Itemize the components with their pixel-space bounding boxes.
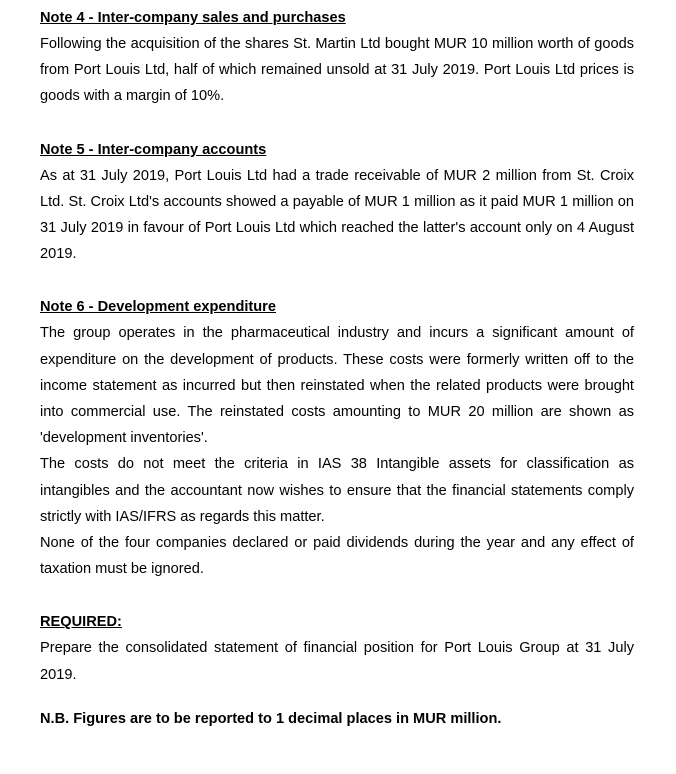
required-text: Prepare the consolidated statement of financial position for Port Louis Group at 31 July 2019. [40, 640, 634, 683]
required-heading: REQUIRED: [40, 614, 122, 631]
note-6-heading: Note 6 - Development expenditure [40, 299, 276, 316]
spacer [40, 110, 634, 137]
note-6-paragraph-3: None of the four companies declared or paid dividends during the year and any effect of taxation must be ignored. [40, 535, 634, 578]
spacer [40, 688, 634, 706]
note-4-heading: Note 4 - Inter-company sales and purchases [40, 10, 346, 26]
note-4-section [40, 5, 634, 110]
spacer [40, 582, 634, 609]
note-6-paragraph-1: The group operates in the pharmaceutical industry and incurs a significant amount of expenditure on the development of products. These costs were formerly written off to the income statement as incurred but then reinstated when the related products were brought into commercial use. The reinstated costs amounting to MUR 20 million are shown as 'development inventories'. [40, 325, 634, 447]
spacer [40, 267, 634, 294]
note-4-paragraph: Following the acquisition of the shares St. Martin Ltd bought MUR 10 million worth of goods from Port Louis Ltd, half of which remained unsold at 31 July 2019. Port Louis Ltd prices is goods with a margin of 10%. [40, 36, 634, 105]
required-section [40, 609, 634, 687]
note-5-heading: Note 5 - Inter-company accounts [40, 141, 267, 158]
note-5-section [40, 137, 634, 268]
nb-note: N.B. Figures are to be reported to 1 decimal places in MUR million. [40, 710, 502, 727]
note-5-paragraph: As at 31 July 2019, Port Louis Ltd had a trade receivable of MUR 2 million from St. Croix Ltd. St. Croix Ltd's accounts showed a payable of MUR 1 million as it paid MUR 1 million on 31 July 2019 in favour of Port Louis Ltd which reached the latter's account only on 4 August 2019. [40, 167, 634, 263]
note-6-paragraph-2: The costs do not meet the criteria in IAS 38 Intangible assets for classification as intangibles and the accountant now wishes to ensure that the financial statements comply strictly with IAS/IFRS as regards this matter. [40, 456, 634, 525]
document-content [40, 5, 634, 732]
note-6-section [40, 294, 634, 582]
